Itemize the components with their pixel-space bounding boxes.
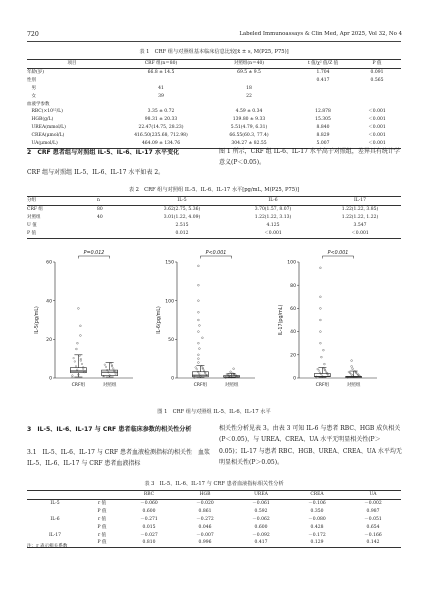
table2-cell-n <box>97 230 137 238</box>
table3-caption: 表 3 IL-5、IL-6、IL-17 与 CRF 患者血液指标相关性分析 <box>144 481 284 487</box>
table3-cell-value: 0.987 <box>366 508 380 514</box>
table1-cell-stat: 0.417 <box>316 77 330 83</box>
table1-cell-item: UREA(mmol/L) <box>27 125 66 131</box>
table3-footnote: 注：r 表示相关系数 <box>27 544 68 549</box>
table1-cell-p <box>353 101 401 109</box>
table2-cell-il17: ＜0.001 <box>319 230 401 238</box>
table-row <box>27 77 401 85</box>
table3-cell-value: －0.271 <box>140 516 158 522</box>
table-row <box>27 508 401 516</box>
table3-cell-value: －0.172 <box>308 532 326 538</box>
y-tick-label: 150 <box>165 260 174 266</box>
table3-cell-value: －0.002 <box>364 500 382 506</box>
data-point <box>72 376 74 378</box>
outlier-point <box>233 368 235 370</box>
outlier-point <box>78 308 80 310</box>
outlier-point <box>76 348 78 350</box>
table1-header-row <box>27 60 401 69</box>
table2-cell-group: CRF 组 <box>27 206 43 212</box>
table3-header-row <box>27 491 401 500</box>
table3-cell-value: －0.092 <box>252 532 270 538</box>
table2-cell-group: U 值 <box>27 222 37 228</box>
table2-cell-il17: 3.547 <box>353 222 367 228</box>
outlier-point <box>77 342 79 344</box>
table3-cell-value: －0.166 <box>364 532 382 538</box>
table1-cell-item: 性别 <box>27 77 36 83</box>
table-row <box>27 222 401 230</box>
table1-cell-stat: 5.007 <box>293 140 353 148</box>
outlier-point <box>351 366 353 368</box>
outlier-point <box>320 308 322 310</box>
table3-cell-stat: P 值 <box>97 508 107 514</box>
table1-cell-p <box>353 93 401 101</box>
table1-cell-item: HGB(g/L) <box>27 117 54 123</box>
table1-cell-crf: 3.35 ± 0.72 <box>147 109 175 115</box>
table-row <box>27 214 401 222</box>
y-tick-label: 40 <box>290 330 296 336</box>
data-point <box>195 367 197 369</box>
table-row <box>27 499 401 507</box>
section2-number: 2 <box>27 149 32 156</box>
table3-cell-var <box>27 508 83 516</box>
table3-cell-value: －0.051 <box>364 516 382 522</box>
table1 <box>27 59 401 149</box>
table3-cell-value: 0.861 <box>198 508 212 514</box>
data-point <box>79 355 81 357</box>
table3-cell-value: －0.062 <box>252 516 270 522</box>
y-tick-label: 100 <box>165 299 174 305</box>
data-point <box>75 366 77 368</box>
table1-cell-stat: 8.829 <box>316 133 330 139</box>
table2-cell-n <box>97 222 137 230</box>
table3-cell-value: －0.272 <box>196 516 214 522</box>
table1-cell-crf: 39 <box>158 93 164 99</box>
table3-cell-value: －0.027 <box>140 532 158 538</box>
y-tick-label: 20 <box>290 353 296 359</box>
section2-left-text: CRF 组与对照组 IL-5、IL-6、IL-17 水平如表 2。 <box>27 169 165 176</box>
data-point <box>105 366 107 368</box>
data-point <box>325 371 327 373</box>
table1-col-item: 项目 <box>27 60 117 69</box>
table-row <box>27 85 401 93</box>
p-value-label: P<0.001 <box>205 251 227 256</box>
table1-col-p: P 值 <box>353 60 401 69</box>
outlier-point <box>320 296 322 298</box>
table-row <box>27 132 401 140</box>
outlier-point <box>198 331 200 333</box>
data-point <box>72 375 74 377</box>
table2-cell-group: 对照组 <box>27 214 41 220</box>
outlier-point <box>320 267 322 269</box>
table3-col-ua: UA <box>345 491 401 500</box>
table3-col-hgb: HGB <box>177 491 233 500</box>
boxplot-panel-2 <box>156 250 255 388</box>
table2-cell-il6: 1.22(1.22, 3.13) <box>254 214 292 220</box>
y-axis-label: IL-6(pg/mL) <box>157 306 162 334</box>
table2-col-group: 分组 <box>27 197 97 206</box>
x-tick-label: 对照组 <box>102 383 117 388</box>
table2-cell-il5: 3.62(2.75, 5.36) <box>163 206 201 212</box>
outlier-point <box>198 311 200 313</box>
table1-cell-ctrl: 66.55(60.3, 77.4) <box>229 133 269 139</box>
table1-cell-crf: 416.50(235.68, 712.98) <box>134 133 188 139</box>
table1-cell-stat: 8.840 <box>316 125 330 131</box>
table1-cell-item: 男 <box>27 85 36 91</box>
table2 <box>27 196 401 239</box>
table2-col-il6: IL-6 <box>227 197 319 206</box>
table3 <box>27 490 401 548</box>
table1-cell-crf <box>117 101 205 109</box>
table-row <box>27 532 401 540</box>
x-tick-label: 对照组 <box>346 383 361 388</box>
data-point <box>74 361 76 363</box>
table1-cell-ctrl <box>205 101 293 109</box>
outlier-point <box>80 335 82 337</box>
table3-col-urea: UREA <box>233 491 289 500</box>
table2-caption: 表 2 CRF 组与对照组 IL-5、IL-6、IL-17 水平[pg/mL, M(P25, P75)] <box>128 187 300 193</box>
table3-cell-value: 0.129 <box>289 539 345 547</box>
table3-col-crea: CREA <box>289 491 345 500</box>
outlier-point <box>198 354 200 356</box>
y-tick-label: 80 <box>290 283 296 289</box>
table1-cell-ctrl: 4.59 ± 0.34 <box>235 109 263 115</box>
outlier-point <box>320 342 322 344</box>
table3-cell-value: 0.600 <box>254 524 268 530</box>
table2-cell-il5: 2.515 <box>175 222 189 228</box>
data-point <box>73 357 75 359</box>
outlier-point <box>198 362 200 364</box>
table1-cell-p: 0.565 <box>370 77 384 83</box>
y-tick-label: 0 <box>293 376 296 382</box>
table3-cell-value: 0.046 <box>198 524 212 530</box>
header-rule <box>27 41 401 42</box>
outlier-point <box>198 319 200 321</box>
table2-col-il17: IL-17 <box>319 197 401 206</box>
table1-cell-item: 女 <box>27 93 36 99</box>
boxplot-panel-1 <box>34 250 133 388</box>
table2-cell-il17: 1.22(1.22, 1.22) <box>341 214 379 220</box>
outlier-point <box>198 342 200 344</box>
table3-cell-var: IL-6 <box>50 516 60 522</box>
data-point <box>352 375 354 377</box>
table1-cell-item: CREA(μmol/L) <box>27 133 65 139</box>
table2-cell-il17: 1.22(1.22, 3.85) <box>341 206 379 212</box>
table1-cell-crf: 41 <box>158 85 164 91</box>
y-tick-label: 20 <box>46 337 52 343</box>
section2-title: CRF 患者组与对照组 IL-5、IL-6、IL-17 水平变化 <box>37 149 180 156</box>
table-row <box>27 539 401 547</box>
table1-cell-ctrl <box>205 77 293 85</box>
table1-cell-item: RBC(×10¹²/L) <box>27 109 63 115</box>
table1-cell-crf: 464.09 ± 134.76 <box>117 140 205 148</box>
x-tick-label: CRF组 <box>193 383 208 388</box>
y-tick-label: 0 <box>171 376 174 382</box>
y-axis-label: IL-5(pg/mL) <box>35 306 40 334</box>
table3-cell-value: 0.417 <box>233 539 289 547</box>
x-tick-label: CRF组 <box>315 383 330 388</box>
table1-cell-p: ＜0.001 <box>368 133 386 139</box>
table-row <box>27 101 401 109</box>
table1-cell-p: ＜0.001 <box>353 140 401 148</box>
data-point <box>80 360 82 362</box>
outlier-point <box>80 325 82 327</box>
table3-cell-stat: P 值 <box>97 524 107 530</box>
table1-cell-ctrl: 18 <box>246 85 252 91</box>
y-tick-label: 40 <box>46 299 52 305</box>
table3-cell-stat: r 值 <box>97 532 107 538</box>
table2-cell-il5: 0.012 <box>137 230 227 238</box>
section3-right-text: 相关性分析见表 3。由表 3 可知 IL-6 与患者 RBC、HGB 成负相关(P＜0.05)，与 UREA、CREA、UA 水平无明显相关性(P＞0.05)；IL-17 与患者 RBC、HGB、UREA、CREA、UA 水平均无明显相关性(P＞0.05)。 <box>219 425 402 467</box>
table1-cell-ctrl: 69.5 ± 9.5 <box>237 69 261 75</box>
outlier-point <box>321 356 323 358</box>
table1-cell-ctrl: 5.51(4.79, 6.31) <box>230 125 268 131</box>
y-tick-label: 60 <box>46 260 52 266</box>
y-tick-label: 50 <box>168 337 174 343</box>
figure1-caption: 图 1 CRF 组与对照组 IL-5、IL-6、IL-17 水平 <box>157 409 271 415</box>
data-point <box>318 370 320 372</box>
table2-cell-n: 40 <box>97 214 103 220</box>
table1-cell-item: UA(μmol/L) <box>27 140 117 148</box>
x-tick-label: CRF组 <box>71 383 86 388</box>
table2-cell-il5: 3.01(1.22, 4.09) <box>163 214 201 220</box>
page-number: 720 <box>27 31 39 38</box>
table2-cell-il6: 3.70(1.57, 8.07) <box>254 206 292 212</box>
outlier-point <box>320 319 322 321</box>
table2-cell-group: P 值 <box>27 230 97 238</box>
table1-caption: 表 1 CRF 组与对照组基本临床信息比较[x̄ ± s, M(P25, P75)] <box>139 49 289 55</box>
table1-cell-stat: 15.305 <box>315 117 331 123</box>
table1-cell-p: 0.091 <box>370 69 384 75</box>
outlier-point <box>323 349 325 351</box>
table3-cell-value: －0.061 <box>252 500 270 506</box>
table3-cell-value: 0.592 <box>254 508 268 514</box>
table1-cell-stat: 12.878 <box>315 109 331 115</box>
table3-cell-var <box>27 524 83 532</box>
table1-cell-crf: 66.8 ± 14.5 <box>147 69 175 75</box>
outlier-point <box>198 300 200 302</box>
table3-cell-value: －0.080 <box>308 516 326 522</box>
table1-cell-p: ＜0.001 <box>368 109 386 115</box>
table2-cell-il6: ＜0.001 <box>227 230 319 238</box>
table-row <box>27 68 401 76</box>
table1-cell-stat <box>293 93 353 101</box>
y-tick-label: 60 <box>290 307 296 312</box>
table1-col-crf: CRF 组(n＝80) <box>117 60 205 69</box>
x-tick-label: 对照组 <box>224 383 239 388</box>
table1-cell-p: ＜0.001 <box>368 117 386 123</box>
table3-cell-var: IL-17 <box>48 532 61 538</box>
table3-cell-value: 0.600 <box>142 508 156 514</box>
outlier-point <box>320 331 322 333</box>
table3-col-var <box>27 491 83 500</box>
y-axis-label: IL-17(pg/mL) <box>279 304 284 336</box>
section2-heading <box>27 148 207 158</box>
table3-col-stat <box>83 491 121 500</box>
outlier-point <box>198 358 200 360</box>
table1-cell-ctrl: 304.27 ± 82.55 <box>205 140 293 148</box>
outlier-point <box>198 284 200 286</box>
table-row <box>27 230 401 238</box>
table3-cell-value: －0.106 <box>308 500 326 506</box>
table2-cell-n: 80 <box>97 206 103 212</box>
table3-cell-value: 0.015 <box>142 524 156 530</box>
section2-right-text: 图 1 所示，CRF 组 IL-6、IL-17 水平高于对照组，差异具有统计学意义(P＜0.05)。 <box>219 148 400 167</box>
p-value-label: P<0.001 <box>327 251 349 256</box>
table-row <box>27 205 401 213</box>
journal-header: Labeled Immunoassays & Clin Med, Apr 2025, Vol 32, No 4 <box>239 31 402 37</box>
table2-header-row <box>27 197 401 206</box>
table3-cell-stat: P 值 <box>83 539 121 547</box>
data-point <box>104 364 106 366</box>
table-row <box>27 108 401 116</box>
data-point <box>317 368 319 370</box>
table1-col-stat: t 值/χ² 值/Z 值 <box>293 60 353 69</box>
table1-cell-p <box>353 85 401 93</box>
data-point <box>80 358 82 360</box>
table2-cell-il6: 4.125 <box>266 222 280 228</box>
table-row <box>27 116 401 124</box>
outlier-point <box>198 265 200 267</box>
table3-cell-value: 0.350 <box>310 508 324 514</box>
data-point <box>111 364 113 366</box>
table2-col-il5: IL-5 <box>137 197 227 206</box>
figure1 <box>27 240 401 402</box>
table-row <box>27 93 401 101</box>
outlier-point <box>351 360 353 362</box>
outlier-point <box>199 325 201 327</box>
outlier-point <box>352 368 354 370</box>
table3-cell-value: 0.996 <box>177 539 233 547</box>
table3-cell-stat: r 值 <box>97 500 107 506</box>
outlier-point <box>230 371 232 373</box>
data-point <box>349 372 351 374</box>
outlier-point <box>324 363 326 365</box>
table1-cell-crf: 98.31 ± 20.33 <box>144 117 178 123</box>
table1-cell-stat <box>293 85 353 93</box>
table3-cell-value: －0.007 <box>196 532 214 538</box>
table1-cell-stat <box>293 101 353 109</box>
table1-cell-crf: 22.47(14.75, 28.23) <box>138 125 184 131</box>
outlier-point <box>202 337 204 339</box>
data-point <box>196 368 198 370</box>
table3-cell-stat: r 值 <box>97 516 107 522</box>
table3-cell-value: －0.020 <box>196 500 214 506</box>
table3-cell-value: 0.654 <box>366 524 380 530</box>
data-point <box>112 368 114 370</box>
table-row <box>27 124 401 132</box>
section3-left-text: 3.1 IL-5、IL-6、IL-17 与 CRF 患者血液检测指标的相关性 血浆 IL-5、IL-6、IL-17 与 CRF 患者血液指标 <box>27 449 210 468</box>
figure1-plots <box>27 240 401 402</box>
table3-cell-value: 0.428 <box>310 524 324 530</box>
outlier-point <box>199 348 201 350</box>
table-row <box>27 516 401 524</box>
table1-cell-ctrl: 139.80 ± 9.33 <box>232 117 266 123</box>
table3-cell-value: 0.142 <box>345 539 401 547</box>
p-value-label: P=0.012 <box>83 251 105 256</box>
table1-cell-ctrl: 22 <box>246 93 252 99</box>
section3-heading <box>27 425 212 435</box>
table3-cell-value: 0.810 <box>121 539 177 547</box>
data-point <box>203 370 205 372</box>
table1-cell-item: 年龄(岁) <box>27 69 45 75</box>
section3-number: 3 <box>27 426 32 433</box>
table1-cell-crf <box>117 77 205 85</box>
table1-cell-item: 血液学参数 <box>27 101 50 107</box>
table-row <box>27 524 401 532</box>
table3-cell-var: IL-5 <box>50 500 60 506</box>
table1-col-control: 对照组(n＝40) <box>205 60 293 69</box>
boxplot-panel-3 <box>278 250 377 388</box>
y-tick-label: 100 <box>287 260 296 266</box>
data-point <box>81 363 83 365</box>
table1-cell-p: ＜0.001 <box>368 125 386 131</box>
table3-cell-value: －0.060 <box>140 500 158 506</box>
section3-title: IL-5、IL-6、IL-17 与 CRF 患者临床参数的相关性分析 <box>37 426 192 433</box>
table3-col-rbc: RBC <box>121 491 177 500</box>
table1-cell-stat: 1.704 <box>316 69 330 75</box>
y-tick-label: 0 <box>49 376 52 382</box>
table2-col-n: n <box>97 197 137 206</box>
